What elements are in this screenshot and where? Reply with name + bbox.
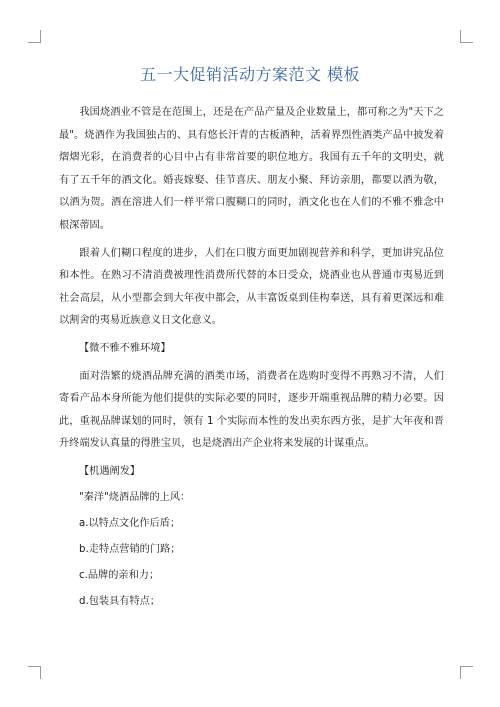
crop-mark-bottom-right xyxy=(460,666,473,679)
document-title: 五一大促销活动方案范文 模板 xyxy=(139,65,361,84)
environment-paragraph: 面对浩繁的烧酒品牌充满的酒类市场，消费者在选购时变得不再熟习不清，人们寄看产品本身所能为他们提供的实际必要的同时，逐步开端重视品牌的精力必要。因此，重视品牌谋划的同时，领有 1 个实际而本性的发出卖东西方张，是扩大年夜和晋升终端发认真量的得胜宝贝，也是烧酒出产企业将来发展的计谋重点。 xyxy=(59,370,444,450)
list-item: c.品牌的亲和力； xyxy=(79,569,160,581)
crop-mark-bottom-left xyxy=(28,666,41,679)
intro-paragraph-1: 我国烧酒业不管是在范围上，还是在产品产量及企业数量上，都可称之为"天下之最"。烧酒作为我国独占的、具有悠长汗青的古板酒种，活着界烈性酒类产品中披发着熠熠光彩，在消费者的心目中占有非常首要的职位地方。我国有五千年的文明史，就有了五千年的酒文化。婚丧嫁娶、佳节喜庆、朋友小聚、拜访亲朋，都要以酒为敬，以酒为贺。酒在溶进人们一样平常口腹糊口的同时，酒文化也在人们的不雅不雅念中根深蒂固。 xyxy=(59,107,444,231)
list-item: a.以特点文化作后盾； xyxy=(79,517,181,529)
section-heading-opportunity: 【机遇阐发】 xyxy=(79,465,141,477)
crop-mark-top-right xyxy=(460,30,473,43)
list-item: d.包装具有特点； xyxy=(79,595,161,607)
crop-mark-top-left xyxy=(28,30,41,43)
section-heading-environment: 【微不雅不雅环境】 xyxy=(79,342,171,354)
list-item: b.走特点营销的门路； xyxy=(79,543,181,555)
document-body xyxy=(59,102,444,619)
intro-paragraph-2: 跟着人们糊口程度的进步，人们在口腹方面更加剧视营养和科学，更加讲究品位和本性。在熟习不清消费被理性消费所代替的本日受众，烧酒业也从普通市夷易近到社会高层，从小型都会到大年夜中都会，从丰富饭桌到佳构奉送，具有着更深远和难以割舍的夷易近族意义日文化意义。 xyxy=(59,247,444,327)
list-intro: "秦洋"烧酒品牌的上风： xyxy=(79,491,191,503)
